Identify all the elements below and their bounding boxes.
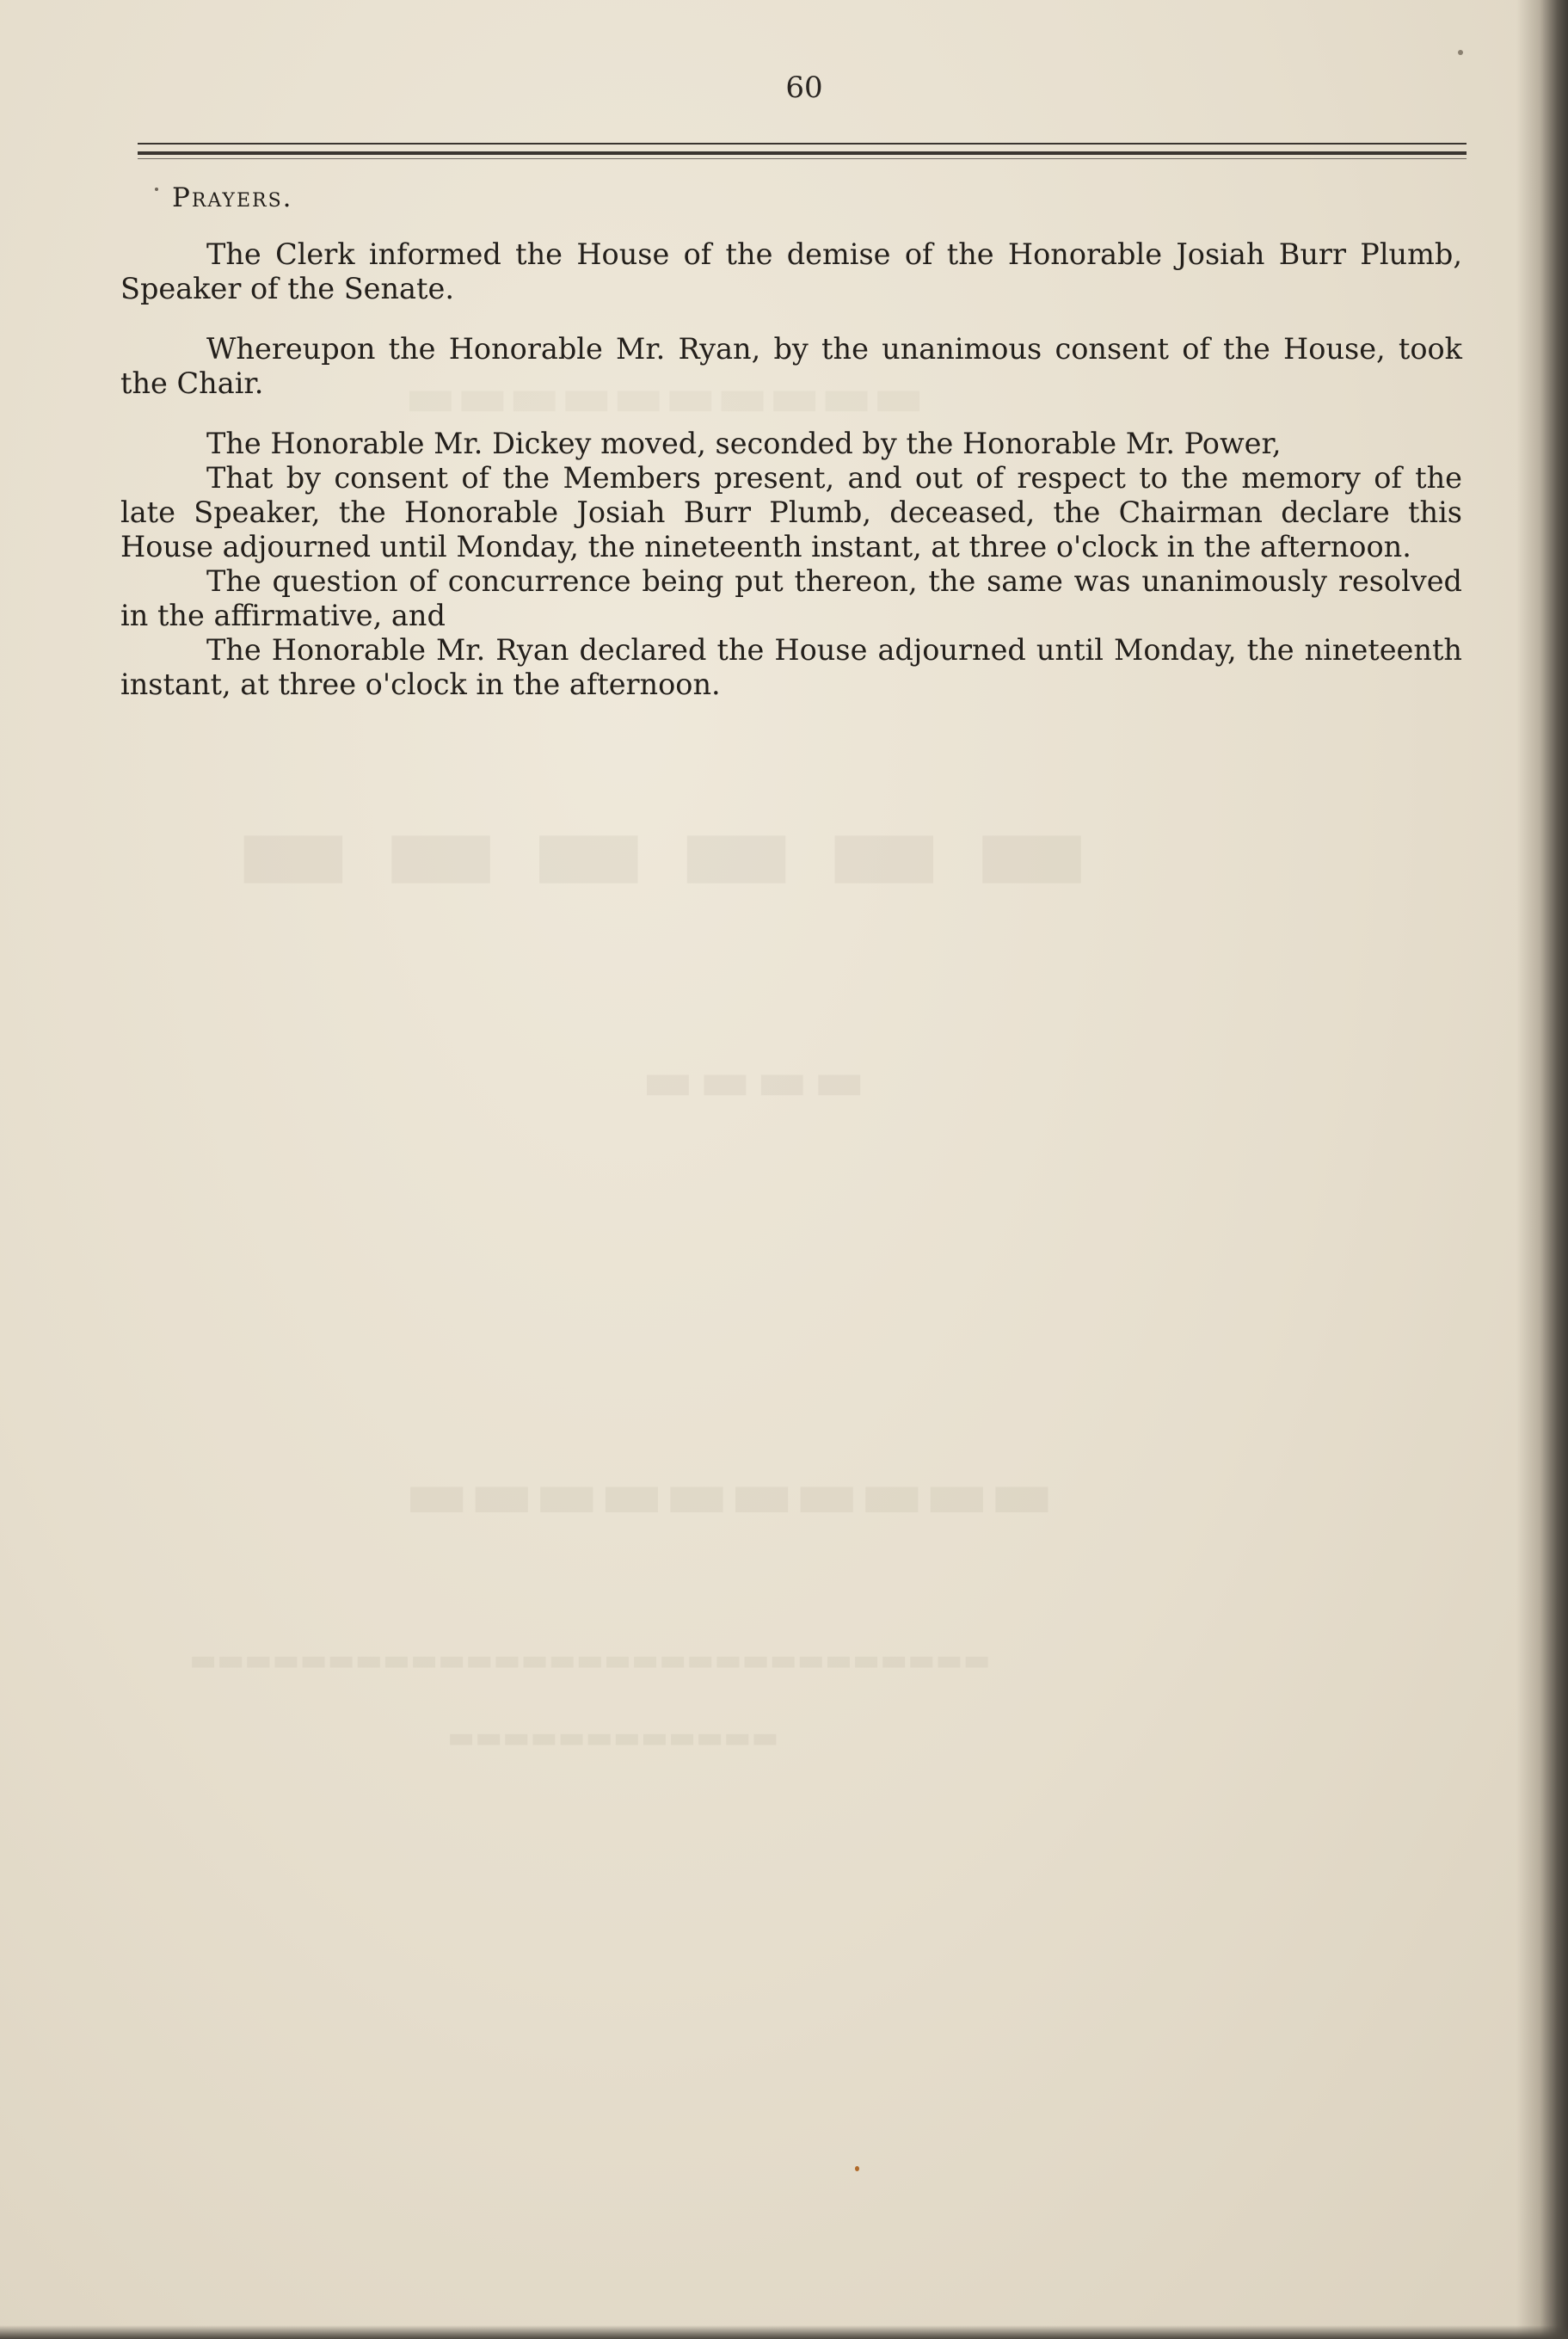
paragraph: The Honorable Mr. Ryan declared the House adjourned until Monday, the nineteenth instant, at three o'clock in the afternoon. <box>120 633 1462 701</box>
header-rule <box>138 151 1467 155</box>
paragraph: The Clerk informed the House of the demise of the Honorable Josiah Burr Plumb, Speaker of the Senate. <box>120 237 1462 305</box>
bleed-through-mark: ▬▬▬▬▬▬▬▬▬▬▬▬▬▬▬▬▬▬▬▬▬▬▬▬▬▬▬▬▬ <box>189 1643 991 1677</box>
header-rule <box>138 143 1467 145</box>
paragraph: Whereupon the Honorable Mr. Ryan, by the unanimous consent of the House, took the Chair. <box>120 332 1462 400</box>
bleed-through-mark: ▬▬▬▬▬▬ <box>206 774 1093 924</box>
paragraph: That by consent of the Members present, and out of respect to the memory of the late Speaker, the Honorable Josiah Burr Plumb, deceased, the Chairman declare this House adjourned until Monday, the nineteenth instant, at three o'clock in the afternoon. <box>120 461 1462 563</box>
paper-speck <box>155 188 158 191</box>
journal-body <box>120 181 1462 702</box>
bleed-through-mark: ▬▬▬▬ <box>636 1049 865 1113</box>
bleed-through-mark: ▬▬▬▬▬▬▬▬▬▬ <box>404 1454 1055 1534</box>
paragraph: The Honorable Mr. Dickey moved, seconded by the Honorable Mr. Power, <box>206 427 1282 460</box>
header-rule <box>138 158 1467 159</box>
section-heading: Prayers. <box>172 182 293 213</box>
paragraph: The question of concurrence being put thereon, the same was unanimously resolved in the affirmative, and <box>120 564 1462 632</box>
bleed-through-mark: ▬▬▬▬▬▬▬▬▬▬▬▬ <box>447 1720 779 1755</box>
binding-gutter <box>1516 0 1568 2339</box>
paper-speck <box>855 2166 859 2171</box>
page-bottom-edge <box>0 2325 1568 2339</box>
paper-speck <box>1458 50 1463 55</box>
page-number: 60 <box>785 71 823 105</box>
bleed-through-mark: ▬▬▬▬▬▬▬▬▬▬ <box>404 366 925 429</box>
